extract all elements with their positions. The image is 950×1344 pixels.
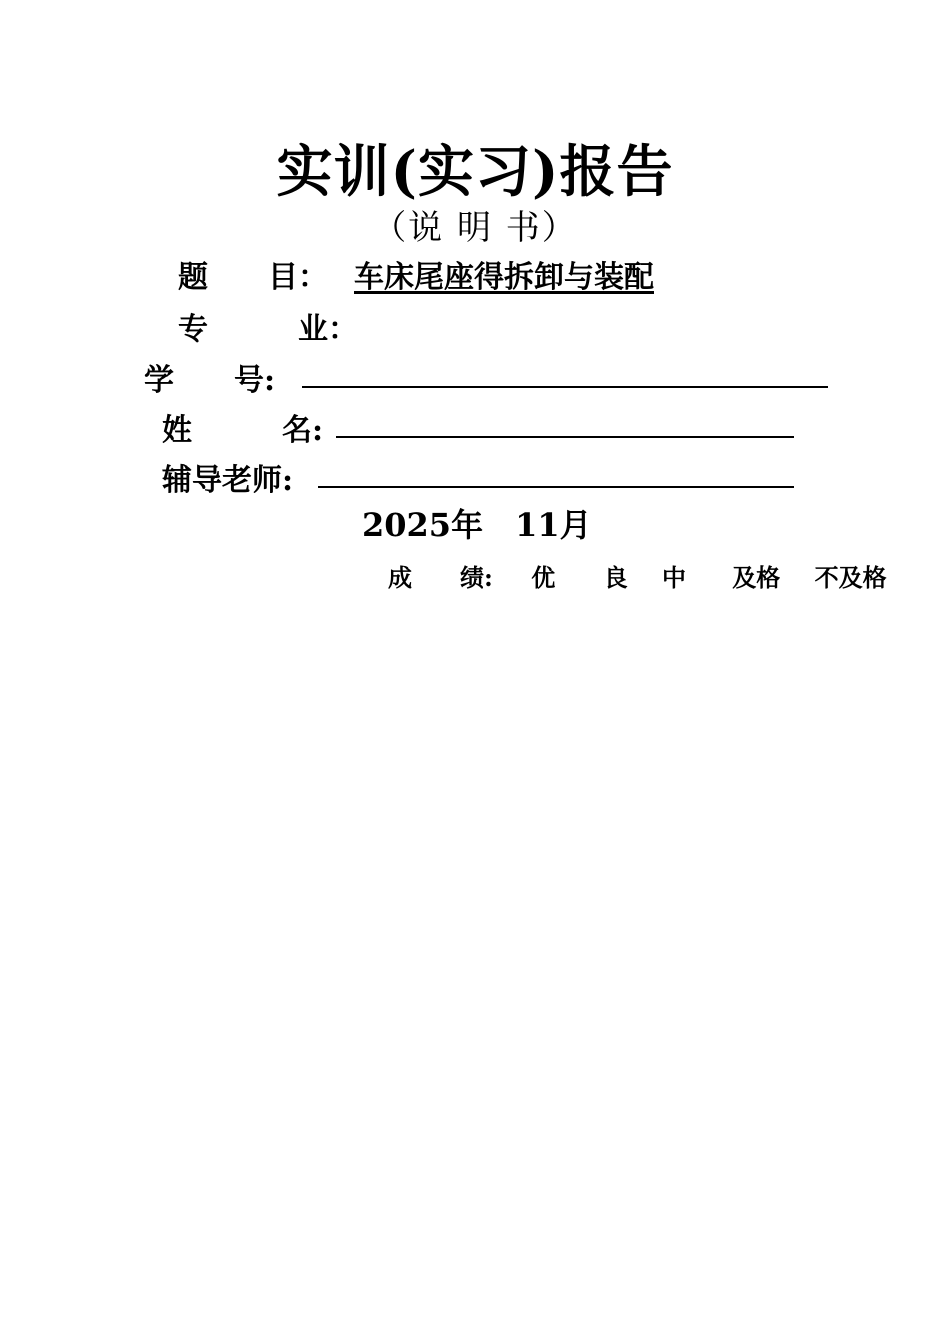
grade-option-excellent: 优 — [531, 563, 556, 592]
grade-option-fail: 不及格 — [814, 563, 887, 592]
grade-option-pass: 及格 — [732, 563, 781, 592]
student-id-blank-line — [302, 386, 828, 388]
topic-label: 题 目： — [178, 260, 328, 295]
grade-option-good: 良 — [603, 563, 628, 592]
advisor-blank-line — [318, 486, 794, 488]
report-title: 实训(实习)报告 — [276, 139, 674, 205]
name-blank-line — [336, 436, 794, 438]
grade-row — [388, 558, 887, 593]
major-label: 专 业： — [178, 312, 358, 347]
report-date: 2025年 11月 — [362, 506, 592, 544]
student-id-label: 学 号: — [144, 363, 276, 398]
grade-label: 成 绩: — [388, 563, 493, 592]
name-label: 姓 名: — [162, 413, 324, 448]
grade-option-medium: 中 — [661, 563, 686, 592]
topic-value: 车床尾座得拆卸与装配 — [354, 260, 654, 295]
advisor-label: 辅导老师: — [162, 463, 294, 498]
report-subtitle: （说 明 书） — [372, 208, 578, 248]
